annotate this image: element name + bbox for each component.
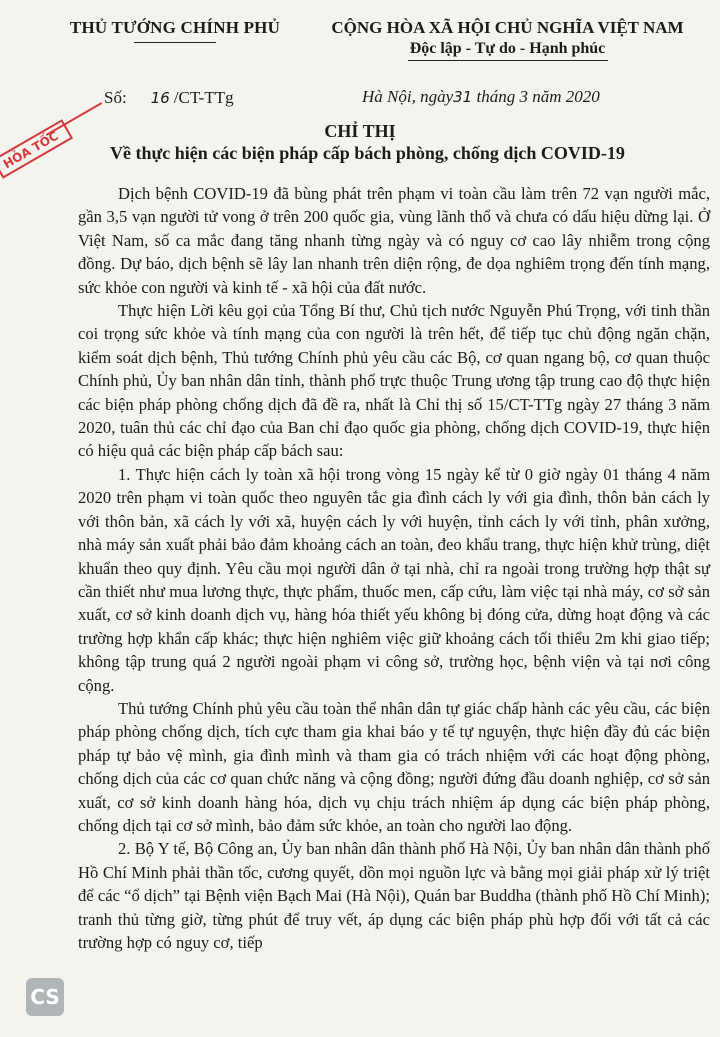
number-suffix: /CT-TTg	[173, 88, 234, 107]
issuer-block	[60, 18, 290, 43]
document-type: CHỈ THỊ	[324, 121, 396, 141]
paragraph: Thủ tướng Chính phủ yêu cầu toàn thể nhân dân tự giác chấp hành các yêu cầu, các biện pháp phòng chống dịch, tích cực tham gia khai báo y tế tự nguyện, thực hiện đầy đủ các biện pháp tự bảo vệ mình, gia đình mình và tham gia có trách nhiệm với các hoạt động phòng, chống dịch của các cơ quan chức năng và cộng đồng; người đứng đầu doanh nghiệp, cơ sở sản xuất, cơ sở kinh doanh hàng hóa, dịch vụ chịu trách nhiệm áp dụng các biện pháp phòng, chống dịch tại cơ sở mình, bảo đảm sức khỏe, an toàn cho người lao động.	[78, 698, 710, 835]
paragraph: 2. Bộ Y tế, Bộ Công an, Ủy ban nhân dân thành phố Hà Nội, Ủy ban nhân dân thành phố Hồ Chí Minh phải thần tốc, cương quyết, dồn mọi nguồn lực và bằng mọi giải pháp xử lý triệt để các “ổ dịch” tại Bệnh viện Bạch Mai (Hà Nội), Quán bar Buddha (thành phố Hồ Chí Minh); tranh thủ từng giờ, từng phút để truy vết, áp dụng các biện pháp phù hợp đối với tất cả các trường hợp có nguy cơ, tiếp	[78, 839, 710, 952]
paragraph: Dịch bệnh COVID-19 đã bùng phát trên phạm vi toàn cầu làm trên 72 vạn người mắc, gần 3,5 vạn người tử vong ở trên 200 quốc gia, vùng lãnh thổ và chưa có dấu hiệu dừng lại. Ở Việt Nam, số ca mắc đang tăng nhanh từng ngày và có nguy cơ cao lây nhiễm trong cộng đồng. Dự báo, dịch bệnh sẽ lây lan nhanh trên diện rộng, đe dọa nghiêm trọng đến tính mạng, sức khỏe con người và kinh tế - xã hội của đất nước.	[78, 184, 710, 297]
date-prefix: Hà Nội, ngày	[362, 87, 454, 106]
paragraph: 1. Thực hiện cách ly toàn xã hội trong vòng 15 ngày kể từ 0 giờ ngày 01 tháng 4 năm 2020 trên phạm vi toàn quốc theo nguyên tắc gia đình cách ly với gia đình, thôn bản cách ly với thôn bản, xã cách ly với xã, huyện cách ly với huyện, tỉnh cách ly với tỉnh, phân xưởng, nhà máy sản xuất phải bảo đảm khoảng cách an toàn, đeo khẩu trang, thực hiện khử trùng, diệt khuẩn theo quy định. Yêu cầu mọi người dân ở tại nhà, chỉ ra ngoài trong trường hợp thật sự cần thiết như mua lương thực, thực phẩm, thuốc men, cấp cứu, làm việc tại nhà máy, cơ sở sản xuất, cơ sở kinh doanh dịch vụ, hàng hóa thiết yếu không bị đóng cửa, dừng hoạt động và các trường hợp khẩn cấp khác; thực hiện nghiêm việc giữ khoảng cách tối thiểu 2m khi giao tiếp; không tập trung quá 2 người ngoài phạm vi công sở, trường học, bệnh viện và tại nơi công cộng.	[78, 464, 710, 695]
issuer-name: THỦ TƯỚNG CHÍNH PHỦ	[69, 18, 281, 37]
national-motto: Độc lập - Tự do - Hạnh phúc	[409, 40, 606, 57]
number-value: 16	[150, 89, 170, 107]
document-body	[78, 182, 710, 954]
nation-name: CỘNG HÒA XÃ HỘI CHỦ NGHĨA VIỆT NAM	[331, 18, 684, 37]
date-suffix: tháng 3 năm 2020	[472, 87, 600, 106]
number-label: Số:	[104, 88, 127, 107]
motto-underline	[408, 60, 608, 61]
scanner-watermark: CS	[26, 978, 64, 1016]
paragraph: Thực hiện Lời kêu gọi của Tổng Bí thư, Chủ tịch nước Nguyễn Phú Trọng, với tinh thần coi trọng sức khỏe và tính mạng của con người là trên hết, để tiếp tục chủ động ngăn chặn, kiểm soát dịch bệnh, Thủ tướng Chính phủ yêu cầu các Bộ, cơ quan ngang bộ, cơ quan thuộc Chính phủ, Ủy ban nhân dân tỉnh, thành phố trực thuộc Trung ương tập trung cao độ thực hiện các biện pháp phòng chống dịch đã đề ra, nhất là Chỉ thị số 15/CT-TTg ngày 27 tháng 3 năm 2020, tuân thủ các chỉ đạo của Ban chỉ đạo quốc gia phòng, chống dịch COVID-19, thực hiện có hiệu quả các biện pháp cấp bách sau:	[78, 301, 710, 461]
document-subject: Về thực hiện các biện pháp cấp bách phòng, chống dịch COVID-19	[110, 143, 625, 163]
document-date	[362, 87, 600, 107]
document-number	[104, 88, 234, 108]
date-day: 31	[453, 88, 473, 106]
national-header	[305, 18, 710, 61]
issuer-underline	[134, 42, 216, 43]
urgent-stamp: HỎA TỐC	[0, 119, 73, 179]
